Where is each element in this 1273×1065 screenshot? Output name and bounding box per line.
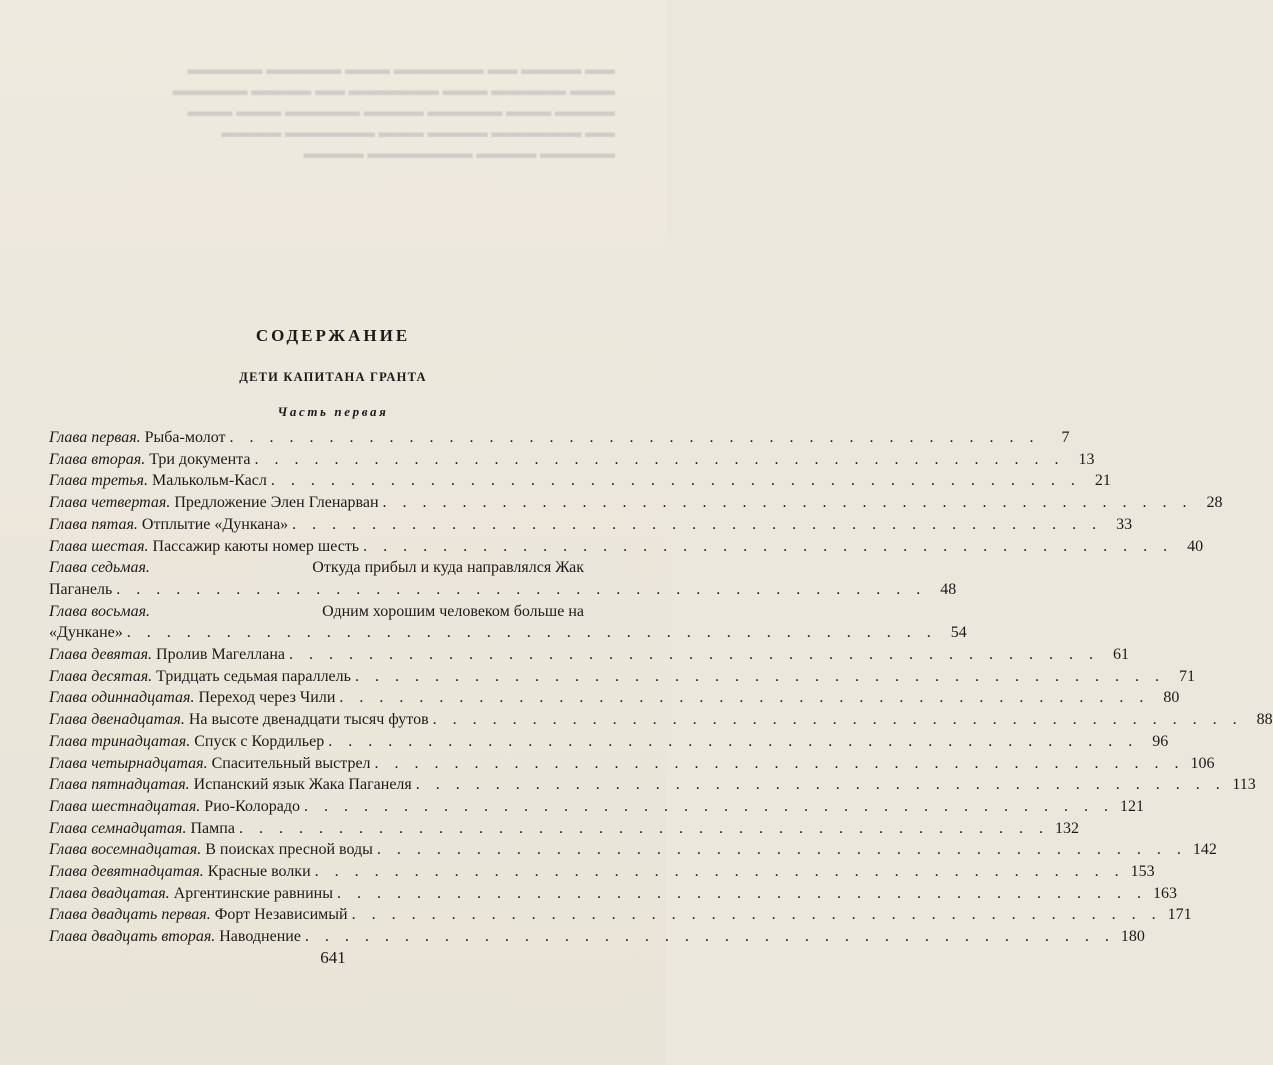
chapter-title: Рио-Колорадо <box>204 797 300 815</box>
toc-entry-21[interactable] <box>49 904 1192 926</box>
dot-leader: . . . . . . . . . . . . . . . . . . . . . . . . . . . . . . . . . . . . . . . . . <box>339 689 1150 707</box>
chapter-title: Пассажир каюты номер шесть <box>152 537 360 555</box>
chapter-label: Глава седьмая. <box>49 559 150 577</box>
chapter-label: Глава тринадцатая. <box>49 732 191 750</box>
chapter-title: Три документа <box>149 450 251 468</box>
toc-entry-2[interactable] <box>49 449 1095 471</box>
chapter-title: Спуск с Кордильер <box>194 732 325 750</box>
page-ref: 13 <box>1078 450 1095 468</box>
chapter-label: Глава четвертая. <box>49 494 171 512</box>
page-ref: 40 <box>1187 537 1204 555</box>
dot-leader: . . . . . . . . . . . . . . . . . . . . . . . . . . . . . . . . . . . . . . . . . <box>304 928 1115 946</box>
chapter-title: Рыба-молот <box>144 429 226 446</box>
dot-leader: . . . . . . . . . . . . . . . . . . . . . . . . . . . . . . . . . . . . . . . . . <box>376 841 1187 859</box>
chapter-label: Глава восьмая. <box>49 602 151 620</box>
table-of-contents <box>49 427 1273 948</box>
toc-entry-3[interactable] <box>49 470 1111 492</box>
chapter-label: Глава пятнадцатая. <box>49 776 190 794</box>
page-ref: 106 <box>1190 754 1215 772</box>
contents-heading: СОДЕРЖАНИЕ <box>255 326 411 345</box>
toc-entry-18[interactable] <box>49 839 1217 861</box>
page-ref: 132 <box>1054 819 1079 837</box>
chapter-label: Глава двадцать вторая. <box>49 928 216 946</box>
dot-leader: . . . . . . . . . . . . . . . . . . . . . . . . . . . . . . . . . . . . . . . . . <box>328 732 1139 750</box>
chapter-label: Глава девятая. <box>49 646 153 664</box>
dot-leader: . . . . . . . . . . . . . . . . . . . . . . . . . . . . . . . . . . . . . . . . . <box>314 863 1125 881</box>
page-ref: 21 <box>1094 472 1111 490</box>
page-ref: 96 <box>1152 732 1169 750</box>
toc-entry-9[interactable] <box>49 644 1129 666</box>
chapter-title: Испанский язык Жака Паганеля <box>193 776 412 794</box>
dot-leader: . . . . . . . . . . . . . . . . . . . . . . . . . . . . . . . . . . . . . . . . . <box>238 819 1049 837</box>
toc-entry-13[interactable] <box>49 731 1169 753</box>
chapter-title: Тридцать седьмая параллель <box>156 667 351 685</box>
chapter-title: В поисках пресной воды <box>205 841 373 859</box>
chapter-title: Наводнение <box>219 928 301 946</box>
chapter-title: На высоте двенадцати тысяч футов <box>188 711 429 729</box>
book-title: ДЕТИ КАПИТАНА ГРАНТА <box>239 370 427 384</box>
chapter-title: Пампа <box>190 819 235 837</box>
page-ref: 61 <box>1112 646 1129 664</box>
dot-leader: . . . . . . . . . . . . . . . . . . . . . . . . . . . . . . . . . . . . . . . . . <box>126 624 937 642</box>
page-ref: 7 <box>1061 429 1070 446</box>
toc-entry-1[interactable] <box>49 427 1070 449</box>
dot-leader: . . . . . . . . . . . . . . . . . . . . . . . . . . . . . . . . . . . . . . . . . <box>288 646 1099 664</box>
page-ref: 33 <box>1116 515 1133 533</box>
page-number: 641 <box>320 948 346 967</box>
dot-leader: . . . . . . . . . . . . . . . . . . . . . . . . . . . . . . . . . . . . . . . . . <box>432 711 1243 729</box>
toc-entry-20[interactable] <box>49 883 1177 905</box>
chapter-title: Откуда прибыл и куда направлялся Жак <box>312 559 584 577</box>
page-ref: 71 <box>1178 667 1195 685</box>
chapter-label: Глава шестнадцатая. <box>49 797 201 815</box>
chapter-title: Одним хорошим человеком больше на <box>322 602 584 620</box>
toc-entry-19[interactable] <box>49 861 1155 883</box>
dot-leader: . . . . . . . . . . . . . . . . . . . . . . . . . . . . . . . . . . . . . . . . . <box>351 906 1162 924</box>
chapter-label: Глава двенадцатая. <box>49 711 185 729</box>
page-ref: 88 <box>1256 711 1273 729</box>
page-ref: 153 <box>1130 863 1155 881</box>
chapter-label: Глава третья. <box>49 472 148 490</box>
dot-leader: . . . . . . . . . . . . . . . . . . . . . . . . . . . . . . . . . . . . . . . . . <box>382 494 1193 512</box>
chapter-title: Форт Независимый <box>214 906 348 924</box>
chapter-label: Глава двадцатая. <box>49 884 170 902</box>
chapter-label: Глава одиннадцатая. <box>49 689 195 707</box>
page-ref: 121 <box>1119 797 1144 815</box>
toc-entry-4[interactable] <box>49 492 1223 514</box>
chapter-title: Отплытие «Дункана» <box>141 515 289 533</box>
page-ref: 142 <box>1192 841 1217 859</box>
dot-leader: . . . . . . . . . . . . . . . . . . . . . . . . . . . . . . . . . . . . . . . . . <box>292 515 1103 533</box>
toc-entry-11[interactable] <box>49 687 1180 709</box>
toc-entry-22[interactable] <box>49 926 1145 948</box>
chapter-label: Глава десятая. <box>49 667 153 685</box>
toc-entry-12[interactable] <box>49 709 1273 731</box>
dot-leader: . . . . . . . . . . . . . . . . . . . . . . . . . . . . . . . . . . . . . . . . . <box>363 537 1174 555</box>
toc-entry-17[interactable] <box>49 818 1079 840</box>
dot-leader: . . . . . . . . . . . . . . . . . . . . . . . . . . . . . . . . . . . . . . . . . <box>254 450 1065 468</box>
dot-leader: . . . . . . . . . . . . . . . . . . . . . . . . . . . . . . . . . . . . . . . . . <box>229 429 1040 446</box>
toc-entry-6[interactable] <box>49 536 1204 558</box>
dot-leader: . . . . . . . . . . . . . . . . . . . . . . . . . . . . . . . . . . . . . . . . . <box>303 797 1114 815</box>
dot-leader: . . . . . . . . . . . . . . . . . . . . . . . . . . . . . . . . . . . . . . . . . <box>116 580 927 598</box>
toc-entry-8[interactable] <box>49 601 967 644</box>
page-ref: 28 <box>1206 494 1223 512</box>
part-title: Часть первая <box>277 404 389 419</box>
page-ref: 171 <box>1167 906 1192 924</box>
chapter-label: Глава первая. <box>49 429 141 446</box>
chapter-title: Аргентинские равнины <box>173 884 333 902</box>
page-ref: 163 <box>1153 884 1177 902</box>
toc-entry-15[interactable] <box>49 774 1256 796</box>
chapter-title: Красные волки <box>207 863 311 881</box>
page-ref: 48 <box>940 580 957 598</box>
dot-leader: . . . . . . . . . . . . . . . . . . . . . . . . . . . . . . . . . . . . . . . . . <box>337 884 1147 902</box>
chapter-title: Переход через Чили <box>198 689 336 707</box>
dot-leader: . . . . . . . . . . . . . . . . . . . . . . . . . . . . . . . . . . . . . . . . . <box>354 667 1165 685</box>
chapter-label: Глава двадцать первая. <box>49 906 211 924</box>
page-ref: 54 <box>950 624 967 642</box>
toc-entry-5[interactable] <box>49 514 1133 536</box>
chapter-title-continued: Паганель <box>49 580 113 598</box>
chapter-label: Глава семнадцатая. <box>49 819 187 837</box>
show-through-text: ▬▬ ▬▬▬▬ ▬▬ ▬▬▬▬▬▬ ▬▬▬ ▬▬▬▬▬ ▬▬▬▬▬ ▬▬▬ ▬▬▬▬▬ ▬▬▬ ▬▬▬▬▬▬ ▬▬ ▬▬▬▬ ▬▬▬▬▬ ▬▬▬▬ ▬▬▬ ▬▬▬▬▬ ▬▬▬▬ ▬▬▬▬▬ ▬▬▬ ▬▬▬ ▬▬ ▬▬▬▬▬▬ ▬▬▬▬ ▬▬▬ ▬▬▬▬▬▬ ▬▬▬▬ ▬▬▬▬▬ ▬▬▬▬ ▬▬▬▬▬▬▬ ▬▬▬▬ <box>172 62 615 162</box>
page-ref: 180 <box>1120 928 1145 946</box>
chapter-title-continued: «Дункане» <box>49 624 123 642</box>
chapter-label: Глава шестая. <box>49 537 149 555</box>
toc-entry-7[interactable] <box>49 557 957 600</box>
dot-leader: . . . . . . . . . . . . . . . . . . . . . . . . . . . . . . . . . . . . . . . . . <box>374 754 1185 772</box>
toc-entry-14[interactable] <box>49 753 1215 775</box>
dot-leader: . . . . . . . . . . . . . . . . . . . . . . . . . . . . . . . . . . . . . . . . . <box>270 472 1081 490</box>
chapter-title: Спасительный выстрел <box>211 754 371 772</box>
chapter-title: Предложение Элен Гленарван <box>174 494 379 512</box>
chapter-title: Малькольм-Касл <box>151 472 267 490</box>
chapter-title: Пролив Магеллана <box>156 646 285 664</box>
chapter-label: Глава вторая. <box>49 450 146 468</box>
toc-entry-10[interactable] <box>49 666 1195 688</box>
dot-leader: . . . . . . . . . . . . . . . . . . . . . . . . . . . . . . . . . . . . . . . . . <box>415 776 1226 794</box>
page-ref: 80 <box>1163 689 1180 707</box>
chapter-label: Глава пятая. <box>49 515 138 533</box>
toc-entry-16[interactable] <box>49 796 1144 818</box>
chapter-label: Глава четырнадцатая. <box>49 754 208 772</box>
chapter-label: Глава девятнадцатая. <box>49 863 204 881</box>
page-ref: 113 <box>1232 776 1256 794</box>
chapter-label: Глава восемнадцатая. <box>49 841 202 859</box>
